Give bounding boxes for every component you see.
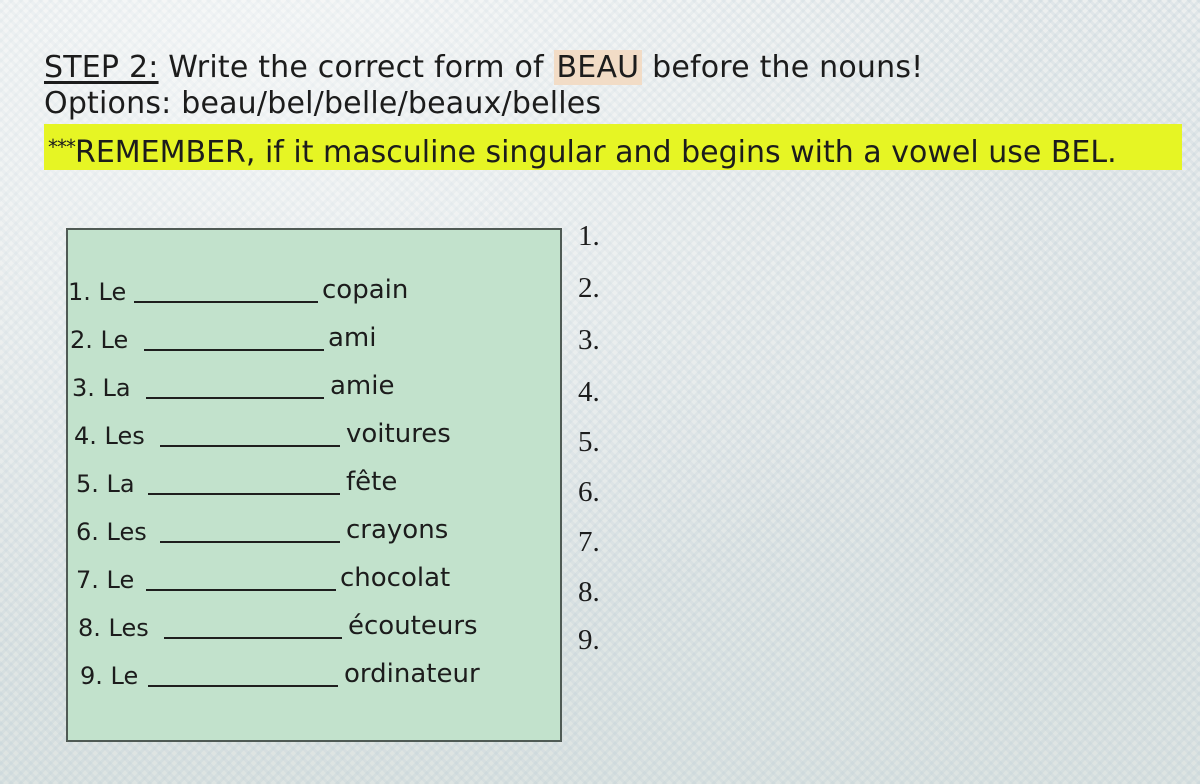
answer-blank[interactable]: [144, 349, 324, 351]
exercise-row: [68, 560, 560, 600]
answer-number: 5.: [578, 426, 600, 458]
answer-blank[interactable]: [148, 685, 338, 687]
noun-label: ordinateur: [344, 659, 480, 689]
step-instruction: [44, 50, 923, 85]
article-label: 9. Le: [80, 662, 139, 690]
answer-number: 9.: [578, 624, 600, 656]
noun-label: voitures: [346, 419, 451, 449]
exercise-row: [68, 416, 560, 456]
exercise-row: [68, 608, 560, 648]
answer-number: 2.: [578, 272, 600, 304]
article-label: 5. La: [76, 470, 135, 498]
answer-number: 4.: [578, 376, 600, 408]
article-label: 7. Le: [76, 566, 135, 594]
step-text-before: Write the correct form of: [158, 50, 554, 85]
noun-label: copain: [322, 275, 409, 305]
answer-blank[interactable]: [146, 397, 324, 399]
answer-blank[interactable]: [146, 589, 336, 591]
answer-number: 8.: [578, 576, 600, 608]
reminder-stars: ***: [48, 135, 75, 159]
article-label: 6. Les: [76, 518, 147, 546]
beau-word: BEAU: [554, 50, 643, 85]
article-label: 4. Les: [74, 422, 145, 450]
answer-blank[interactable]: [134, 301, 318, 303]
noun-label: écouteurs: [348, 611, 478, 641]
noun-label: fête: [346, 467, 398, 497]
noun-label: ami: [328, 323, 377, 353]
step-label: STEP 2:: [44, 50, 159, 85]
noun-label: chocolat: [340, 563, 451, 593]
reminder-banner: [44, 124, 1182, 170]
exercise-row: [68, 320, 560, 360]
step-text-after: before the nouns!: [642, 50, 924, 85]
exercise-row: [68, 272, 560, 312]
article-label: 8. Les: [78, 614, 149, 642]
options-line: Options: beau/bel/belle/beaux/belles: [44, 86, 602, 121]
exercise-row: [68, 368, 560, 408]
answer-number: 6.: [578, 476, 600, 508]
noun-label: amie: [330, 371, 395, 401]
exercise-row: [68, 464, 560, 504]
answer-number: 7.: [578, 526, 600, 558]
article-label: 3. La: [72, 374, 131, 402]
reminder-text: REMEMBER, if it masculine singular and begins with a vowel use BEL.: [75, 135, 1117, 170]
exercise-box: [66, 228, 562, 742]
noun-label: crayons: [346, 515, 449, 545]
exercise-row: [68, 512, 560, 552]
article-label: 2. Le: [70, 326, 129, 354]
answer-blank[interactable]: [160, 541, 340, 543]
answer-blank[interactable]: [160, 445, 340, 447]
answer-blank[interactable]: [164, 637, 342, 639]
answer-number: 1.: [578, 220, 600, 252]
exercise-row: [68, 656, 560, 696]
answer-blank[interactable]: [148, 493, 340, 495]
answer-number: 3.: [578, 324, 600, 356]
article-label: 1. Le: [68, 278, 127, 306]
